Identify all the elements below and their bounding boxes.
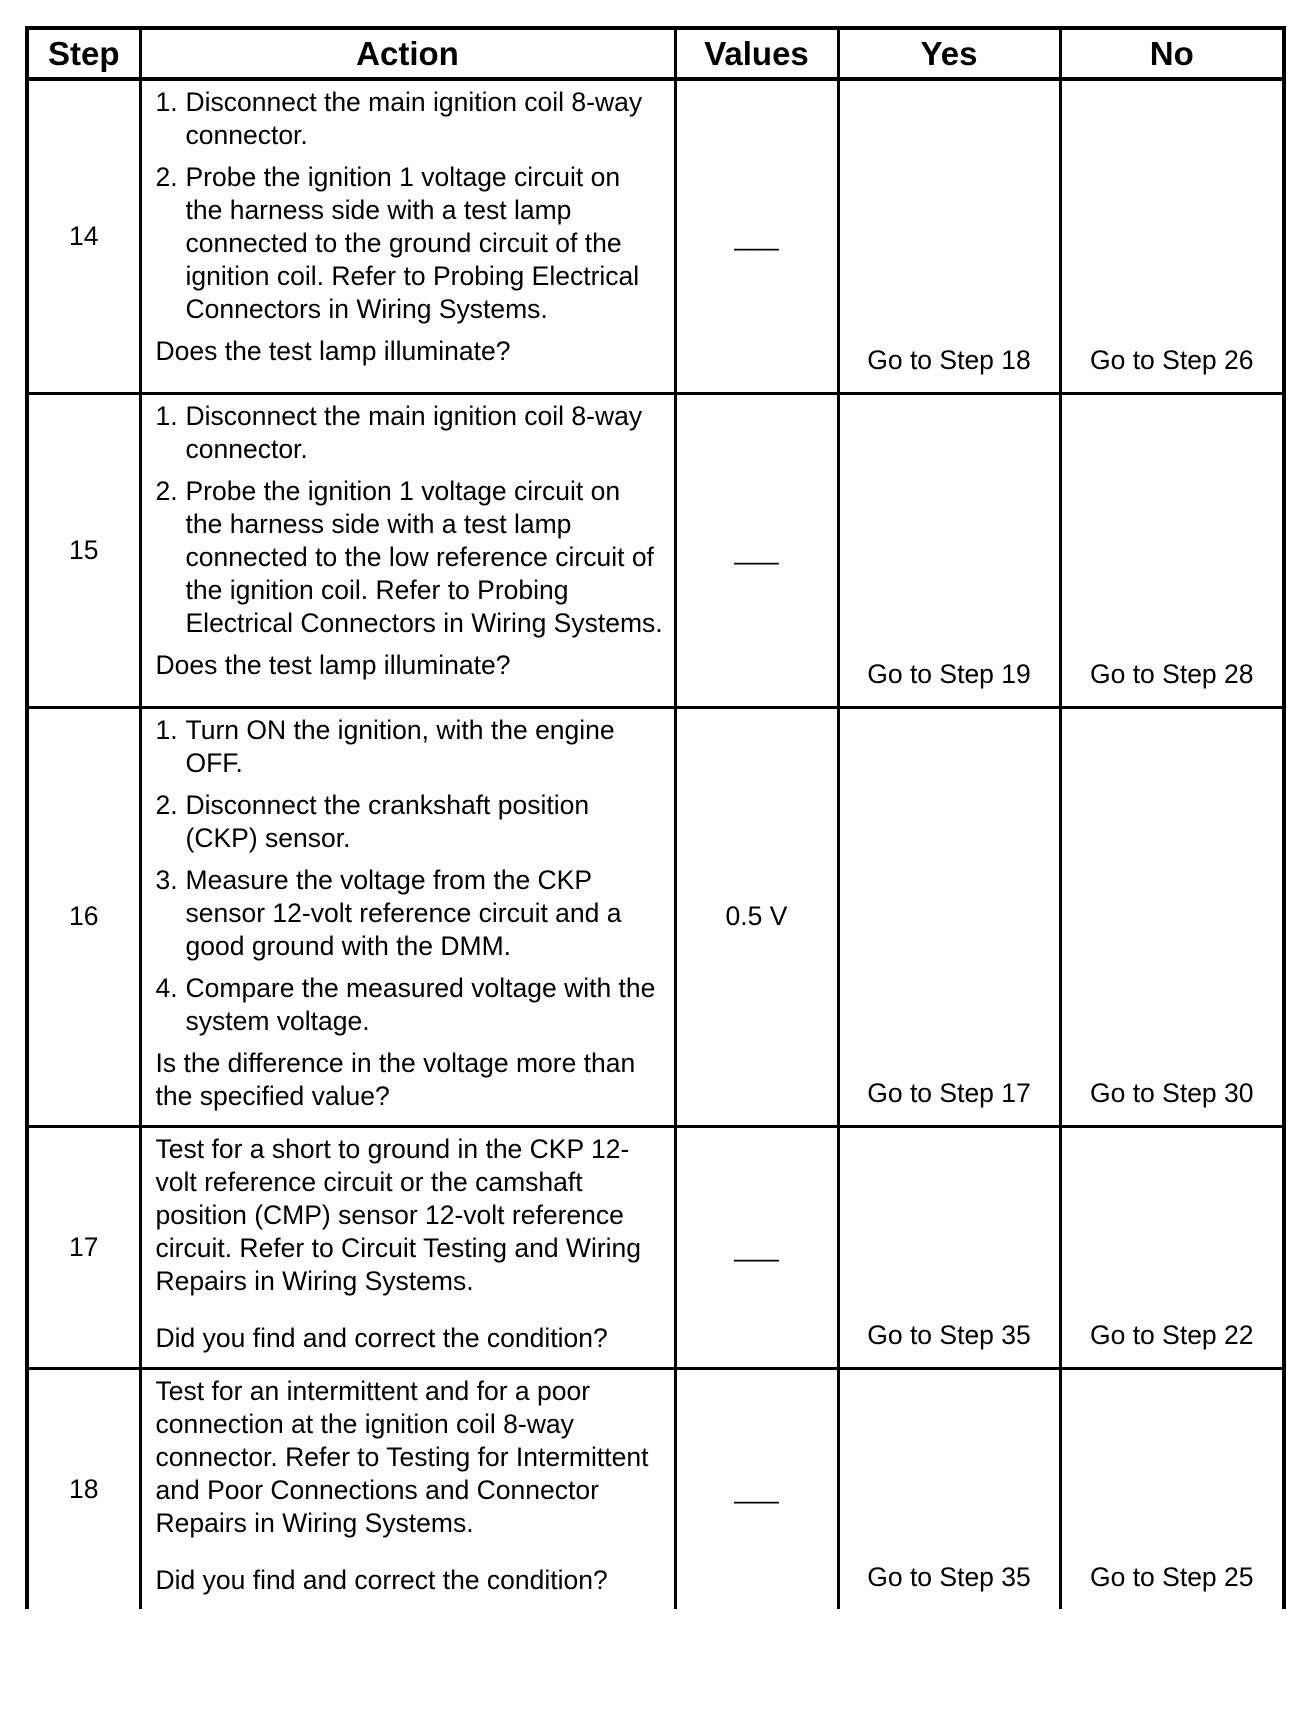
step-number: 15 — [27, 393, 140, 707]
action-paragraph: Test for a short to ground in the CKP 12-volt reference circuit or the camshaft position (CMP) sensor 12-volt reference circuit. Refer to Circuit Testing and Wiring Repairs in Wiring Systems. — [155, 1133, 642, 1296]
value-cell: 0.5 V — [675, 707, 838, 1126]
step-number: 16 — [27, 707, 140, 1126]
value-cell: ___ — [675, 1368, 838, 1609]
table-row — [27, 707, 1284, 1126]
no-cell: Go to Step 22 — [1060, 1126, 1284, 1368]
yes-cell: Go to Step 18 — [838, 79, 1060, 393]
action-steps — [156, 714, 664, 1038]
action-steps — [156, 400, 664, 640]
action-step-text: Disconnect the main ignition coil 8-way connector. — [185, 400, 643, 464]
no-cell: Go to Step 30 — [1060, 707, 1284, 1126]
action-step: 1. Disconnect the main ignition coil 8-way connector. — [155, 400, 643, 464]
action-step-text: Turn ON the ignition, with the engine OFF. — [185, 714, 615, 778]
action-paragraph: Test for an intermittent and for a poor connection at the ignition coil 8-way connector. Refer to Testing for Intermittent and Poor Connections and Connector Repairs in Wiring Systems. — [155, 1375, 649, 1538]
action-step-text: Disconnect the main ignition coil 8-way connector. — [185, 87, 643, 150]
action-steps — [156, 86, 664, 326]
action-step: 2. Disconnect the crankshaft position (CKP) sensor. — [155, 789, 590, 853]
header-yes: Yes — [838, 28, 1060, 79]
header-values: Values — [675, 28, 838, 79]
action-step: 2. Probe the ignition 1 voltage circuit on the harness side with a test lamp connected to the low reference circuit of the ignition coil. Refer to Probing Electrical Connectors in Wiring Systems. — [155, 475, 663, 638]
action-step-text: Probe the ignition 1 voltage circuit on the harness side with a test lamp connected to the ground circuit of the ignition coil. Refer to Probing Electrical Connectors in Wiring Systems. — [185, 162, 640, 324]
action-step: 1. Disconnect the main ignition coil 8-way connector. — [155, 87, 643, 150]
action-question: Did you find and correct the condition? — [155, 1322, 608, 1353]
action-step: 1. Turn ON the ignition, with the engine OFF. — [155, 714, 615, 778]
step-number: 18 — [27, 1368, 140, 1609]
action-cell — [140, 1368, 675, 1609]
action-cell — [140, 393, 675, 707]
action-cell — [140, 1126, 675, 1368]
no-cell: Go to Step 26 — [1060, 79, 1284, 393]
header-action: Action — [140, 28, 675, 79]
header-step: Step — [27, 28, 140, 79]
yes-cell: Go to Step 35 — [838, 1368, 1060, 1609]
action-step-text: Disconnect the crankshaft position (CKP) sensor. — [185, 789, 590, 853]
action-step-text: Compare the measured voltage with the system voltage. — [185, 972, 656, 1036]
header-row — [27, 28, 1284, 79]
action-question: Does the test lamp illuminate? — [155, 649, 511, 680]
table-row — [27, 79, 1284, 393]
value-cell: ___ — [675, 393, 838, 707]
action-question: Does the test lamp illuminate? — [155, 336, 511, 366]
no-cell: Go to Step 25 — [1060, 1368, 1284, 1609]
action-step: 4. Compare the measured voltage with the system voltage. — [155, 972, 656, 1036]
value-cell: ___ — [675, 79, 838, 393]
yes-cell: Go to Step 19 — [838, 393, 1060, 707]
value-cell: ___ — [675, 1126, 838, 1368]
action-step: 3. Measure the voltage from the CKP sensor 12-volt reference circuit and a good ground with the DMM. — [155, 864, 622, 961]
action-question: Is the difference in the voltage more than the specified value? — [155, 1047, 636, 1111]
diagnostic-table-page — [25, 26, 1282, 1609]
step-number: 14 — [27, 79, 140, 393]
action-step: 2. Probe the ignition 1 voltage circuit on the harness side with a test lamp connected to the ground circuit of the ignition coil. Refer to Probing Electrical Connectors in Wiring Systems. — [155, 162, 640, 324]
action-step-text: Measure the voltage from the CKP sensor 12-volt reference circuit and a good ground with the DMM. — [185, 864, 622, 961]
table-row — [27, 1126, 1284, 1368]
table-row — [27, 1368, 1284, 1609]
header-no: No — [1060, 28, 1284, 79]
step-number: 17 — [27, 1126, 140, 1368]
action-step-text: Probe the ignition 1 voltage circuit on the harness side with a test lamp connected to the low reference circuit of the ignition coil. Refer to Probing Electrical Connectors in Wiring Systems. — [185, 475, 663, 638]
no-cell: Go to Step 28 — [1060, 393, 1284, 707]
action-question: Did you find and correct the condition? — [155, 1564, 608, 1595]
action-cell — [140, 79, 675, 393]
action-cell — [140, 707, 675, 1126]
table-row — [27, 393, 1284, 707]
yes-cell: Go to Step 17 — [838, 707, 1060, 1126]
yes-cell: Go to Step 35 — [838, 1126, 1060, 1368]
diagnostic-table — [25, 26, 1286, 1609]
